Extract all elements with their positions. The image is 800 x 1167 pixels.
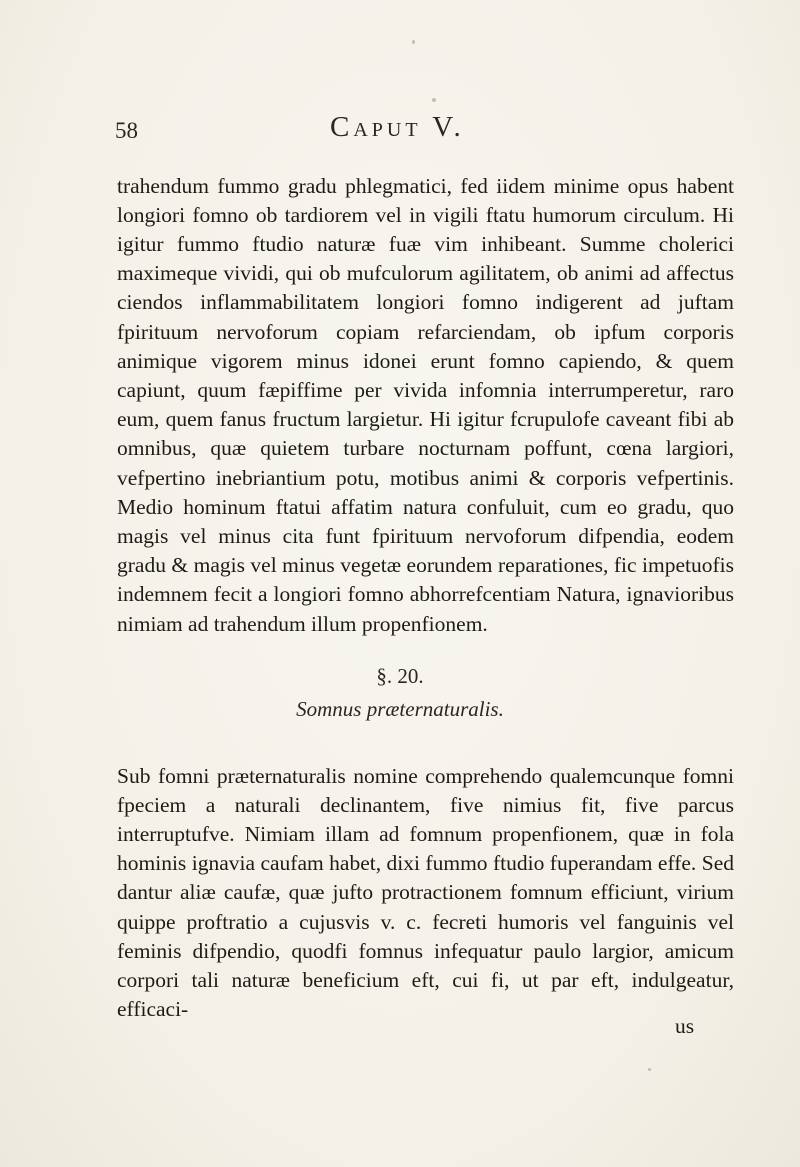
running-head: Caput V. xyxy=(330,111,465,143)
paragraph-1: trahendum fummo gradu phlegmatici, fed iidem minime opus habent longiori fomno ob tardiorem vel in vigili ftatu humorum circulum. Hi igitur fummo ftudio naturæ fuæ vim inhibeant. Summe cholerici maximeque vividi, qui ob mufculorum agilitatem, ob animi ad affectus ciendos inflammabilitatem longiori fomno indigerent ad juftam fpirituum nervoforum copiam refarciendam, ob ipfum corporis animique vigorem minus idonei erunt fomno capiendo, & quem capiunt, quum fæpiffime per vivida infomnia interrumperetur, raro eum, quem fanus fructum largietur. Hi igitur fcrupulofe caveant fibi ab omnibus, quæ quietem turbare nocturnam poffunt, cœna largiori, vefpertino inebriantium potu, motibus animi & corporis vefpertinis. Medio hominum ftatui affatim natura confuluit, cum eo gradu, quo magis vel minus cita funt fpirituum nervoforum difpendia, eodem gradu & magis vel minus vegetæ eorundem reparationes, fic impetuofis indemnem fecit a longiori fomno abhorrefcentiam Natura, ignavioribus nimiam ad trahendum illum propenfionem. xyxy=(117,173,734,636)
paper-speck xyxy=(432,98,436,102)
paper-speck xyxy=(648,1068,651,1071)
catchword: us xyxy=(675,1014,695,1038)
page-number: 58 xyxy=(115,118,138,143)
section-title: Somnus præternaturalis. xyxy=(296,697,504,721)
paragraph-2: Sub fomni præternaturalis nomine comprehendo qualemcunque fomni fpeciem a naturali declinantem, five nimius fit, five parcus interruptufve. Nimiam illam ad fomnum propenfionem, quæ in fola hominis ignavia caufam habet, dixi fummo ftudio fuperandam effe. Sed dantur aliæ caufæ, quæ jufto protractionem fomnum efficiunt, virium quippe proftratio a cujusvis v. c. fecreti humoris vel fanguinis vel feminis difpendio, quodfi fomnus infequatur paulo largior, amicum corpori tali naturæ beneficium eft, cui fi, ut par eft, indulgeatur, efficaci- xyxy=(117,763,734,1022)
paper-speck xyxy=(412,40,415,44)
section-number: §. 20. xyxy=(376,664,424,688)
